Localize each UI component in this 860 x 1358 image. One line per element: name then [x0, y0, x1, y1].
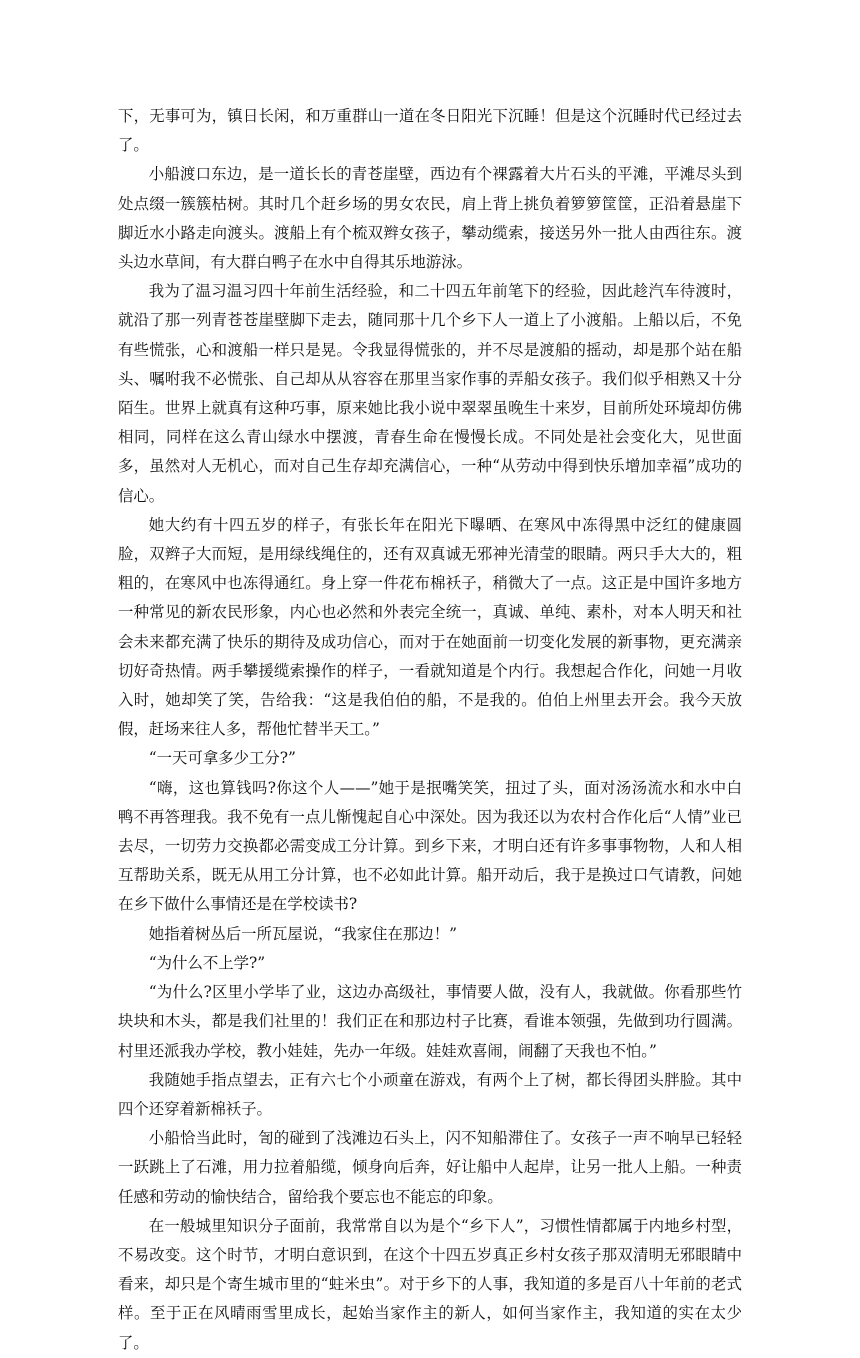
- paragraph-6: “嗨，这也算钱吗?你这个人——”她于是抿嘴笑笑，扭过了头，面对汤汤流水和水中白鸭不再答理我。我不免有一点儿惭愧起自心中深处。因为我还以为农村合作化后“人情”业已去尽，一切劳力交换都必需变成工分计算。到乡下来，才明白还有许多事事物物，人和人相互帮助关系，既无从用工分计算，也不必如此计算。船开动后，我于是换过口气请教，问她在乡下做什么事情还是在学校读书?: [118, 778, 742, 914]
- paragraph-3: 我为了温习温习四十年前生活经验，和二十四五年前笔下的经验，因此趁汽车待渡时，就沿了那一列青苍苍崖壁脚下走去，随同那十几个乡下人一道上了小渡船。上船以后，不免有些慌张，心和渡船一样只是晃。令我显得慌张的，并不尽是渡船的摇动，却是那个站在船头、嘱咐我不必慌张、自己却从从容容在那里当家作事的弄船女孩子。我们似乎相熟又十分陌生。世界上就真有这种巧事，原来她比我小说中翠翠虽晚生十来岁，目前所处环境却仿佛相同，同样在这么青山绿水中摆渡，青春生命在慢慢长成。不同处是社会变化大，见世面多，虽然对人无机心，而对自己生存却充满信心，一种“从劳动中得到快乐增加幸福”成功的信心。: [118, 282, 742, 505]
- paragraph-5: “一天可拿多少工分?”: [148, 749, 296, 768]
- paragraph-9: “为什么?区里小学毕了业，这边办高级社，事情要人做，没有人，我就做。你看那些竹块块和木头，都是我们社里的！我们正在和那边村子比赛，看谁本领强，先做到功行圆满。村里还派我办学校，教小娃娃，先办一年级。娃娃欢喜闹，闹翻了天我也不怕。”: [118, 983, 742, 1060]
- paragraph-1: 下，无事可为，镇日长闲，和万重群山一道在冬日阳光下沉睡！但是这个沉睡时代已经过去了。: [118, 107, 742, 155]
- paragraph-8: “为什么不上学?”: [148, 953, 266, 972]
- paragraph-10: 我随她手指点望去，正有六七个小顽童在游戏，有两个上了树，都长得团头胖脸。其中四个还穿着新棉袄子。: [118, 1070, 742, 1118]
- paragraph-7: 她指着树丛后一所瓦屋说，“我家住在那边！”: [148, 924, 457, 943]
- paragraph-11: 小船恰当此时，訇的碰到了浅滩边石头上，闪不知船滞住了。女孩子一声不响早已轻轻一跃跳上了石滩，用力拉着船缆，倾身向后奔，好让船中人起岸，让另一批人上船。一种责任感和劳动的愉快结合，留给我个要忘也不能忘的印象。: [118, 1129, 742, 1206]
- paragraph-2: 小船渡口东边，是一道长长的青苍崖壁，西边有个裸露着大片石头的平滩，平滩尽头到处点缀一簇簇枯树。其时几个赶乡场的男女农民，肩上背上挑负着箩箩筐筐，正沿着悬崖下脚近水小路走向渡头。渡船上有个梳双辫女孩子，攀动缆索，接送另外一批人由西往东。渡头边水草间，有大群白鸭子在水中自得其乐地游泳。: [118, 165, 742, 272]
- article-body: [118, 102, 742, 1358]
- paragraph-4: 她大约有十四五岁的样子，有张长年在阳光下曝晒、在寒风中冻得黑中泛红的健康圆脸，双辫子大而短，是用绿线绳住的，还有双真诚无邪神光清莹的眼睛。两只手大大的，粗粗的，在寒风中也冻得通红。身上穿一件花布棉袄子，稍微大了一点。这正是中国许多地方一种常见的新农民形象，内心也必然和外表完全统一，真诚、单纯、素朴，对本人明天和社会未来都充满了快乐的期待及成功信心，而对于在她面前一切变化发展的新事物，更充满亲切好奇热情。两手攀援缆索操作的样子，一看就知道是个内行。我想起合作化，问她一月收入时，她却笑了笑，告给我：“这是我伯伯的船，不是我的。伯伯上州里去开会。我今天放假，赶场来往人多，帮他忙替半天工。”: [118, 515, 742, 739]
- paragraph-12: 在一般城里知识分子面前，我常常自以为是个“乡下人”，习惯性情都属于内地乡村型，不易改变。这个时节，才明白意识到，在这个十四五岁真正乡村女孩子那双清明无邪眼睛中看来，却只是个寄生城市里的“蛀米虫”。对于乡下的人事，我知道的多是百八十年前的老式样。至于正在风晴雨雪里成长，起始当家作主的新人，如何当家作主，我知道的实在太少了。: [118, 1216, 742, 1352]
